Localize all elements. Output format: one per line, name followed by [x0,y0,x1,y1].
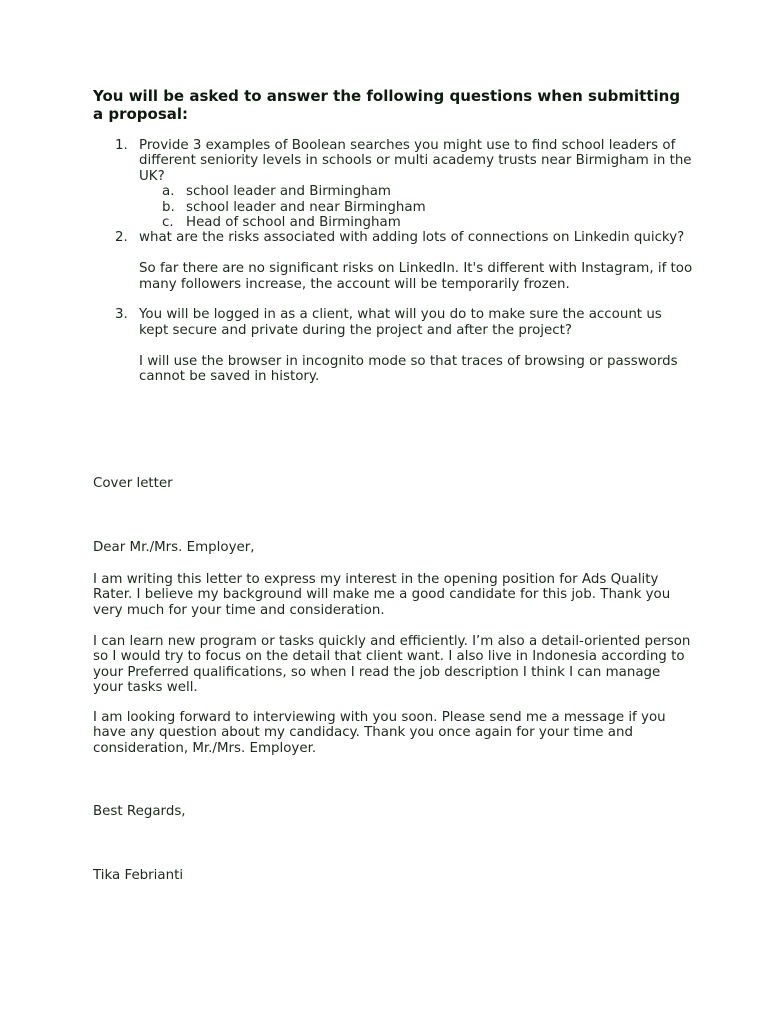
sub-item-text: Head of school and Birmingham [186,215,401,231]
sub-item-marker: b. [162,199,175,215]
question-text: Provide 3 examples of Boolean searches you might use to find school leaders of different seniority levels in schools or multi academy trusts near Birmigham in the UK? [139,138,692,184]
letter-closing: Best Regards, [93,804,186,819]
letter-paragraph-1: I am writing this letter to express my interest in the opening position for Ads Quality Rater. I believe my background will make me a good candidate for this job. Thank you very much for your time and consideration. [93,572,671,618]
question-text: You will be logged in as a client, what will you do to make sure the account us kept secure and private during the project and after the project? [139,307,662,338]
sub-item-marker: c. [162,215,174,231]
question-number: 3. [115,307,128,323]
sub-item-text: school leader and near Birmingham [186,199,426,215]
letter-paragraph-2: I can learn new program or tasks quickly and efficiently. I’m also a detail-oriented person so I would try to focus on the detail that client want. I also live in Indonesia according to your Preferred qualifications, so when I read the job description I think I can manage your tasks well. [93,634,691,696]
answer-2: So far there are no significant risks on LinkedIn. It's different with Instagram, if too many followers increase, the account will be temporarily frozen. [139,261,693,292]
answer-3: I will use the browser in incognito mode so that traces of browsing or passwords cannot be saved in history. [139,353,678,385]
question-3 [93,307,693,338]
document-heading: You will be asked to answer the following questions when submitting a proposal: [93,87,681,123]
letter-greeting: Dear Mr./Mrs. Employer, [93,540,255,555]
question-list [93,138,693,384]
question-1 [93,138,693,184]
sub-item-b [93,200,693,215]
sub-item-a [93,184,693,199]
letter-paragraph-3: I am looking forward to interviewing with you soon. Please send me a message if you have any question about my candidacy. Thank you once again for your time and consideration, Mr./Mrs. Employer. [93,710,666,756]
cover-letter-title: Cover letter [93,476,173,491]
sub-item-marker: a. [162,184,175,200]
question-text: what are the risks associated with adding lots of connections on Linkedin quicky? [139,230,685,246]
sub-item-text: school leader and Birmingham [186,184,391,200]
question-number: 2. [115,230,128,246]
sub-item-c [93,215,693,230]
question-number: 1. [115,138,128,153]
letter-signature: Tika Febrianti [93,868,184,883]
question-2 [93,230,693,245]
